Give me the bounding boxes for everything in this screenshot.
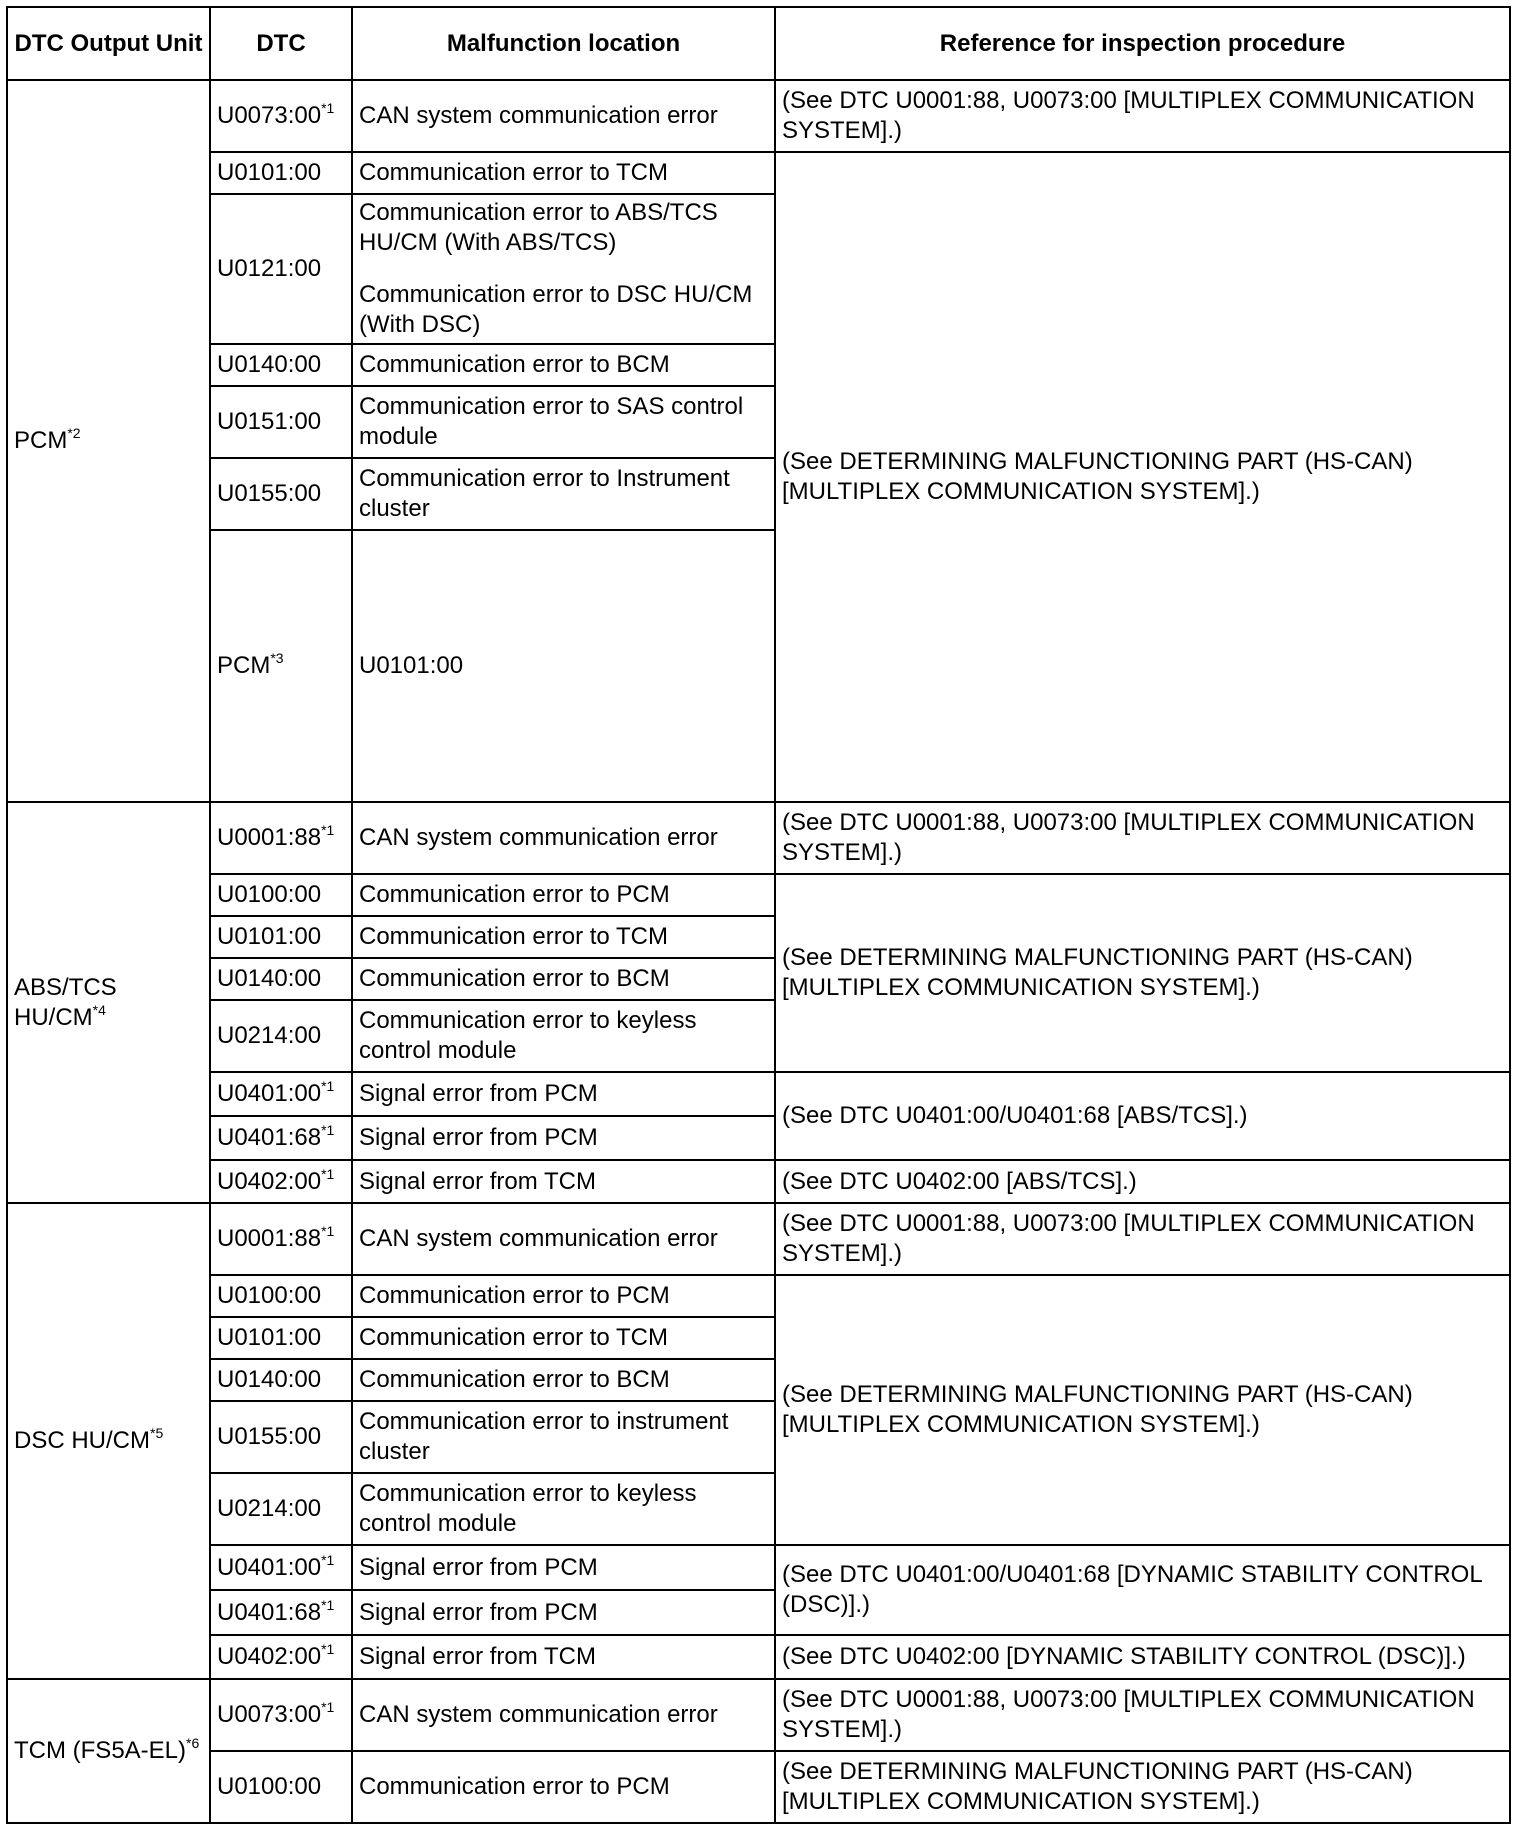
dtc-code: U0140:00 (217, 965, 322, 992)
unit-note: *5 (150, 1425, 164, 1441)
dtc-code: U0402:00 (217, 1167, 322, 1195)
location-cell: CAN system communication error (352, 1203, 775, 1275)
location-cell: Communication error to SAS control module (352, 386, 775, 458)
dtc-code: U0140:00 (217, 351, 322, 378)
table-row (7, 80, 1510, 152)
dtc-cell (210, 1635, 352, 1679)
dtc-code: U0121:00 (217, 255, 322, 282)
table-row (7, 1635, 1510, 1679)
location-cell: Signal error from PCM (352, 1545, 775, 1590)
dtc-cell (210, 194, 352, 344)
location-cell: CAN system communication error (352, 1679, 775, 1751)
reference-cell: (See DETERMINING MALFUNCTIONING PART (HS-CAN) [MULTIPLEX COMMUNICATION SYSTEM].) (775, 1275, 1510, 1545)
table-row (7, 1751, 1510, 1823)
unit-cell (7, 1203, 210, 1679)
dtc-cell (210, 1679, 352, 1751)
dtc-cell (210, 152, 352, 194)
table-row (7, 152, 1510, 194)
dtc-code: U0401:00 (217, 1080, 322, 1107)
dtc-code: U0101:00 (359, 652, 464, 679)
dtc-code: U0101:00 (217, 159, 322, 186)
unit-note: *3 (270, 650, 284, 666)
dtc-cell (210, 344, 352, 386)
dtc-code: U0101:00 (217, 923, 322, 950)
unit-note: *4 (92, 1001, 106, 1018)
dtc-cell (210, 1317, 352, 1359)
header-reference: Reference for inspection procedure (775, 7, 1510, 80)
dtc-code: U0401:68 (217, 1124, 322, 1151)
dtc-code: U0151:00 (217, 408, 322, 435)
dtc-code: U0100:00 (217, 1773, 322, 1800)
table-row (7, 802, 1510, 874)
dtc-cell (210, 1401, 352, 1473)
header-malfunction-location: Malfunction location (352, 7, 775, 80)
unit-name: DSC HU/CM (14, 1427, 150, 1454)
dtc-note: *1 (321, 1641, 335, 1657)
unit-cell (7, 1679, 210, 1823)
dtc-cell (210, 1545, 352, 1590)
reference-cell: (See DETERMINING MALFUNCTIONING PART (HS-CAN) [MULTIPLEX COMMUNICATION SYSTEM].) (775, 152, 1510, 802)
dtc-cell (210, 1275, 352, 1317)
dtc-code: U0001:88 (217, 1225, 322, 1252)
location-cell: Signal error from TCM (352, 1160, 775, 1203)
dtc-cell (210, 802, 352, 874)
dtc-note: *1 (321, 1551, 335, 1568)
unit-note: *6 (186, 1735, 200, 1751)
location-cell: Communication error to BCM (352, 958, 775, 1000)
location-cell: Signal error from PCM (352, 1116, 775, 1160)
dtc-note: *1 (321, 822, 335, 838)
unit-name: TCM (FS5A-EL) (14, 1737, 187, 1764)
unit-name: PCM (14, 427, 68, 454)
location-cell: Communication error to PCM (352, 1751, 775, 1823)
table-row (7, 1160, 1510, 1203)
unit-note: *2 (67, 425, 81, 441)
location-cell: Communication error to TCM (352, 916, 775, 958)
dtc-code: U0214:00 (217, 1495, 322, 1522)
reference-cell: (See DTC U0401:00/U0401:68 [ABS/TCS].) (775, 1072, 1510, 1160)
header-output-unit: DTC Output Unit (7, 7, 210, 80)
reference-cell: (See DTC U0401:00/U0401:68 [DYNAMIC STABILITY CONTROL (DSC)].) (775, 1545, 1510, 1635)
dtc-cell (352, 530, 775, 802)
reference-cell: (See DTC U0001:88, U0073:00 [MULTIPLEX COMMUNICATION SYSTEM].) (775, 802, 1510, 874)
location-text: Communication error to DSC HU/CM (With DSC) (359, 281, 753, 338)
dtc-code: U0100:00 (217, 1282, 322, 1309)
table-row (7, 1072, 1510, 1116)
dtc-code: U0073:00 (217, 102, 322, 129)
dtc-cell (210, 1160, 352, 1203)
location-cell: Signal error from PCM (352, 1590, 775, 1635)
dtc-cell (210, 1751, 352, 1823)
location-cell: Communication error to BCM (352, 1359, 775, 1401)
dtc-cell (210, 386, 352, 458)
location-cell: Communication error to PCM (352, 1275, 775, 1317)
location-cell: CAN system communication error (352, 80, 775, 152)
reference-cell: (See DTC U0402:00 [DYNAMIC STABILITY CONTROL (DSC)].) (775, 1635, 1510, 1679)
table-row (7, 1203, 1510, 1275)
dtc-cell (210, 874, 352, 916)
location-cell: CAN system communication error (352, 802, 775, 874)
dtc-code: U0401:68 (217, 1598, 322, 1626)
dtc-code: U0155:00 (217, 1423, 322, 1450)
reference-cell: (See DETERMINING MALFUNCTIONING PART (HS-CAN) [MULTIPLEX COMMUNICATION SYSTEM].) (775, 1751, 1510, 1823)
dtc-cell (210, 1590, 352, 1635)
dtc-code: U0155:00 (217, 480, 322, 507)
dtc-code: U0073:00 (217, 1701, 322, 1728)
dtc-cell (210, 958, 352, 1000)
reference-cell: (See DETERMINING MALFUNCTIONING PART (HS-CAN) [MULTIPLEX COMMUNICATION SYSTEM].) (775, 874, 1510, 1072)
table-row (7, 1679, 1510, 1751)
location-cell: Communication error to BCM (352, 344, 775, 386)
dtc-note: *1 (321, 1122, 335, 1138)
table-row (7, 1275, 1510, 1317)
header-dtc: DTC (210, 7, 352, 80)
location-cell: Signal error from TCM (352, 1635, 775, 1679)
location-cell: Communication error to Instrument cluster (352, 458, 775, 530)
location-text: Communication error to ABS/TCS HU/CM (With ABS/TCS) (359, 199, 718, 256)
dtc-code: U0100:00 (217, 881, 322, 908)
dtc-code: U0401:00 (217, 1553, 322, 1581)
table-row (7, 1545, 1510, 1590)
location-cell: Communication error to keyless control module (352, 1000, 775, 1072)
dtc-cell (210, 1000, 352, 1072)
dtc-cell (210, 916, 352, 958)
location-cell: Signal error from PCM (352, 1072, 775, 1116)
dtc-code: U0101:00 (217, 1324, 322, 1351)
header-row (7, 7, 1510, 80)
dtc-cell (210, 1359, 352, 1401)
dtc-cell (210, 1116, 352, 1160)
location-cell: Communication error to PCM (352, 874, 775, 916)
table-row (7, 874, 1510, 916)
dtc-cell (210, 1203, 352, 1275)
dtc-note: *1 (321, 1699, 335, 1715)
dtc-code: U0140:00 (217, 1366, 322, 1393)
reference-cell: (See DTC U0402:00 [ABS/TCS].) (775, 1160, 1510, 1203)
location-cell (352, 194, 775, 344)
dtc-cell (210, 80, 352, 152)
unit-cell (7, 802, 210, 1203)
unit-cell (7, 80, 210, 802)
dtc-code: U0402:00 (217, 1643, 322, 1670)
unit-name: ABS/TCS HU/CM (14, 973, 117, 1031)
dtc-cell (210, 1473, 352, 1545)
dtc-code: U0001:88 (217, 824, 322, 851)
reference-cell: (See DTC U0001:88, U0073:00 [MULTIPLEX COMMUNICATION SYSTEM].) (775, 80, 1510, 152)
dtc-code: U0214:00 (217, 1022, 322, 1049)
unit-cell (210, 530, 352, 802)
location-cell: Communication error to instrument cluster (352, 1401, 775, 1473)
dtc-note: *1 (321, 100, 335, 116)
reference-cell: (See DTC U0001:88, U0073:00 [MULTIPLEX COMMUNICATION SYSTEM].) (775, 1203, 1510, 1275)
location-cell: Communication error to TCM (352, 152, 775, 194)
location-cell: Communication error to keyless control module (352, 1473, 775, 1545)
dtc-note: *1 (321, 1596, 335, 1613)
dtc-note: *1 (321, 1165, 335, 1182)
dtc-note: *1 (321, 1223, 335, 1239)
dtc-cell (210, 458, 352, 530)
dtc-cell (210, 1072, 352, 1116)
reference-cell: (See DTC U0001:88, U0073:00 [MULTIPLEX COMMUNICATION SYSTEM].) (775, 1679, 1510, 1751)
dtc-table (6, 6, 1511, 1824)
unit-name: PCM (217, 652, 271, 679)
location-cell: Communication error to TCM (352, 1317, 775, 1359)
dtc-note: *1 (321, 1078, 335, 1094)
